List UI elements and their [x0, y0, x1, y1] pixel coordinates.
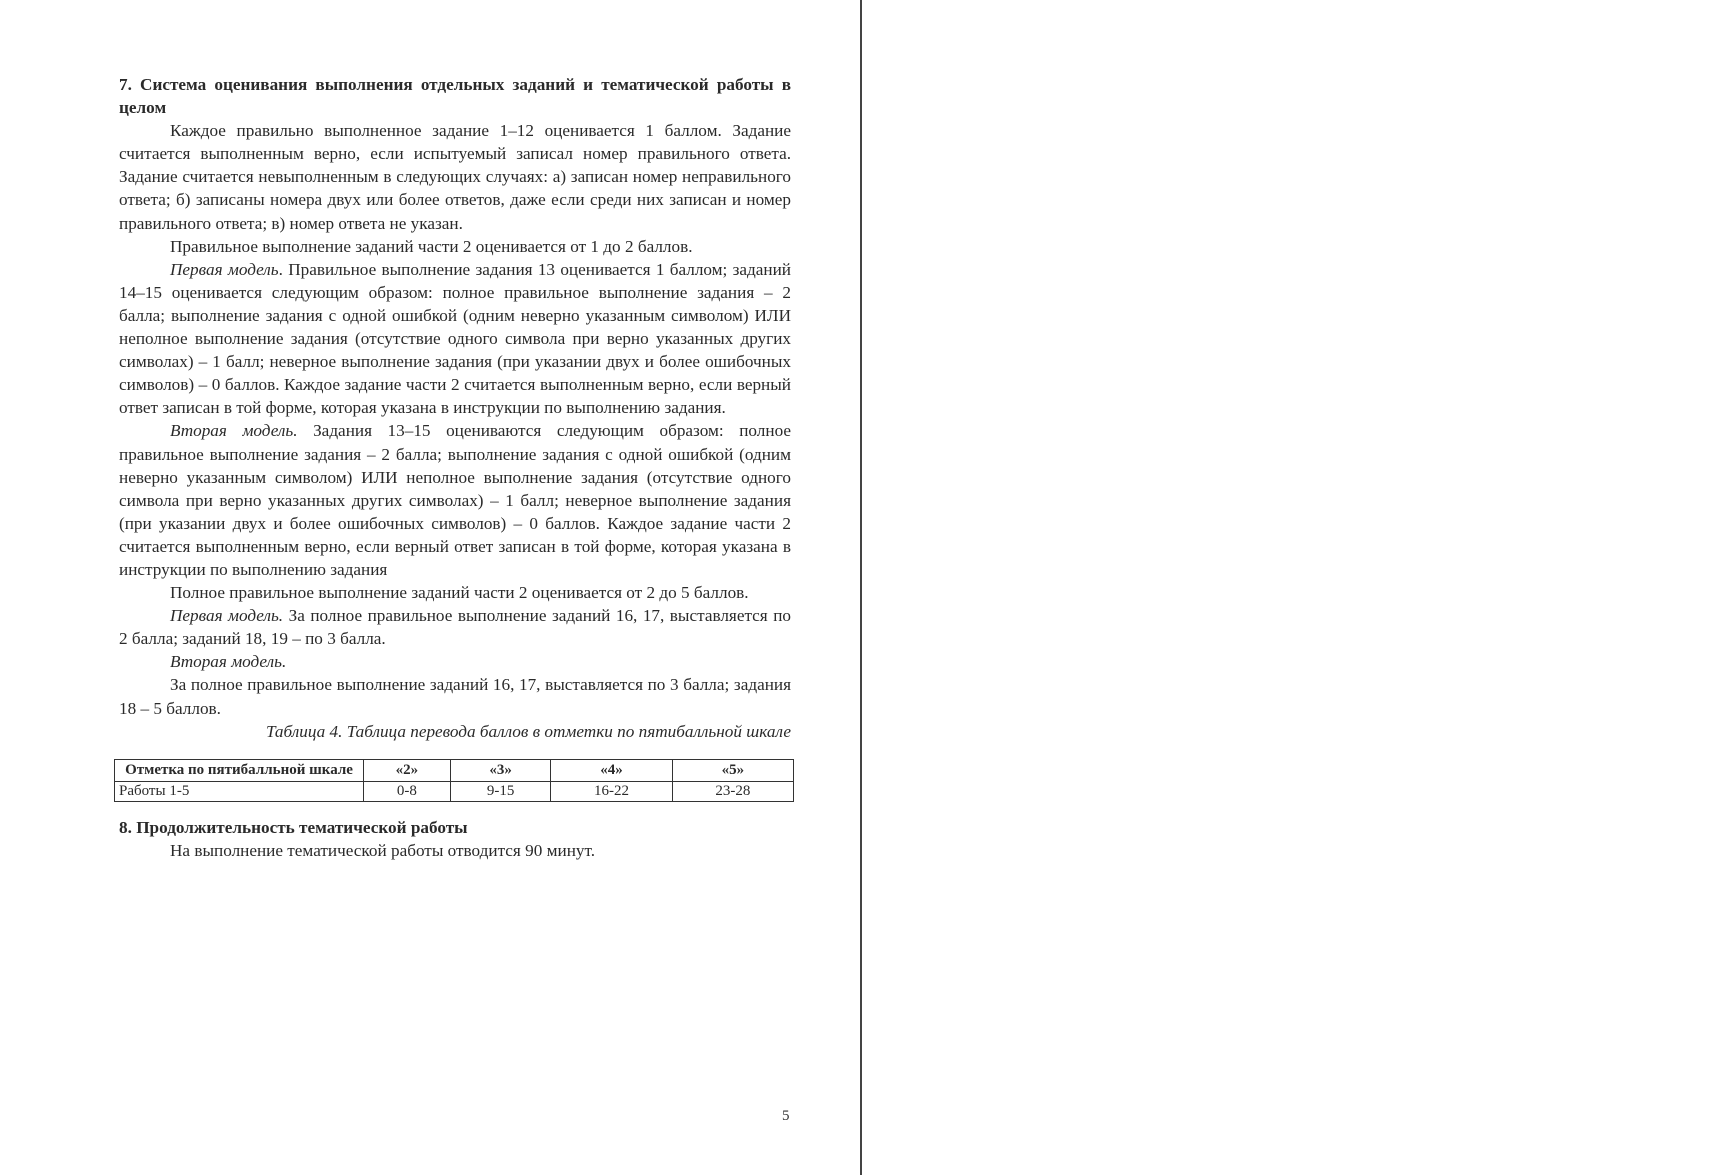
table-cell: 23-28 [672, 781, 793, 801]
first-model-label: Первая модель [170, 259, 279, 279]
left-page [119, 73, 791, 862]
paragraph-6 [119, 604, 791, 650]
table-header-cell: «4» [551, 759, 672, 781]
section-8-heading: 8. Продолжительность тематической работы [119, 817, 468, 837]
second-model-label-2: Вторая модель. [170, 652, 287, 672]
second-model-label: Вторая модель. [170, 421, 298, 441]
paragraph-1: Каждое правильно выполненное задание 1–12 оценивается 1 баллом. Задание считается выполненным верно, если испытуемый записал номер правильного ответа. Задание считается невыполненным в следующих случаях: а) записан номер неправильного ответа; б) записаны номера двух или более ответов, даже если среди них записан и номер правильного ответа; в) номер ответа не указан. [119, 121, 791, 233]
paragraph-7 [119, 650, 791, 673]
table-cell: Работы 1-5 [115, 781, 364, 801]
table-header-cell: «3» [450, 759, 551, 781]
paragraph-3 [119, 258, 791, 420]
table-caption: Таблица 4. Таблица перевода баллов в отметки по пятибалльной шкале [265, 721, 791, 741]
table-header-cell: «5» [672, 759, 793, 781]
section-8-text: На выполнение тематической работы отводится 90 минут. [170, 840, 596, 860]
paragraph-3-text: . Правильное выполнение задания 13 оценивается 1 баллом; заданий 14–15 оценивается следующим образом: полное правильное выполнение задания – 2 балла; выполнение задания с одной ошибкой (одним неверно указанным символом) ИЛИ неполное выполнение задания (отсутствие одного символа при верно указанных других символах) – 1 балл; неверное выполнение задания (при указании двух и более ошибочных символов) – 0 баллов. Каждое задание части 2 считается выполненным верно, если верный ответ записан в той форме, которая указана в инструкции по выполнению задания. [119, 259, 791, 418]
table-cell: 9-15 [450, 781, 551, 801]
paragraph-6-text: За полное правильное выполнение заданий 16, 17, выставляется по 2 балла; заданий 18, 19 – по 3 балла. [119, 606, 791, 649]
table-row [115, 781, 794, 801]
table-cell: 16-22 [551, 781, 672, 801]
table-cell: 0-8 [364, 781, 451, 801]
page-number: 5 [782, 1108, 790, 1124]
paragraph-4 [119, 419, 791, 581]
table-header-cell: Отметка по пятибалльной шкале [115, 759, 364, 781]
page-divider [860, 0, 862, 1175]
grade-conversion-table [114, 759, 794, 802]
paragraph-4-text: Задания 13–15 оцениваются следующим образом: полное правильное выполнение задания – 2 балла; выполнение задания с одной ошибкой (одним неверно указанным символом) ИЛИ неполное выполнение задания (отсутствие одного символа при верно указанных других символах) – 1 балл; неверное выполнение задания (при указании двух и более ошибочных символов) – 0 баллов. Каждое задание части 2 считается выполненным верно, если верный ответ записан в той форме, которая указана в инструкции по выполнению задания [119, 421, 791, 579]
paragraph-5: Полное правильное выполнение заданий части 2 оценивается от 2 до 5 баллов. [170, 583, 749, 603]
table-header-cell: «2» [364, 759, 451, 781]
paragraph-2: Правильное выполнение заданий части 2 оценивается от 1 до 2 баллов. [170, 236, 693, 256]
table-header-row [115, 759, 794, 781]
section-7-heading: 7. Система оценивания выполнения отдельных заданий и тематической работы в целом [119, 75, 791, 118]
paragraph-8: За полное правильное выполнение заданий 16, 17, выставляется по 3 балла; задания 18 – 5 баллов. [119, 675, 791, 718]
section-8 [119, 816, 791, 862]
first-model-label-2: Первая модель. [170, 606, 284, 626]
